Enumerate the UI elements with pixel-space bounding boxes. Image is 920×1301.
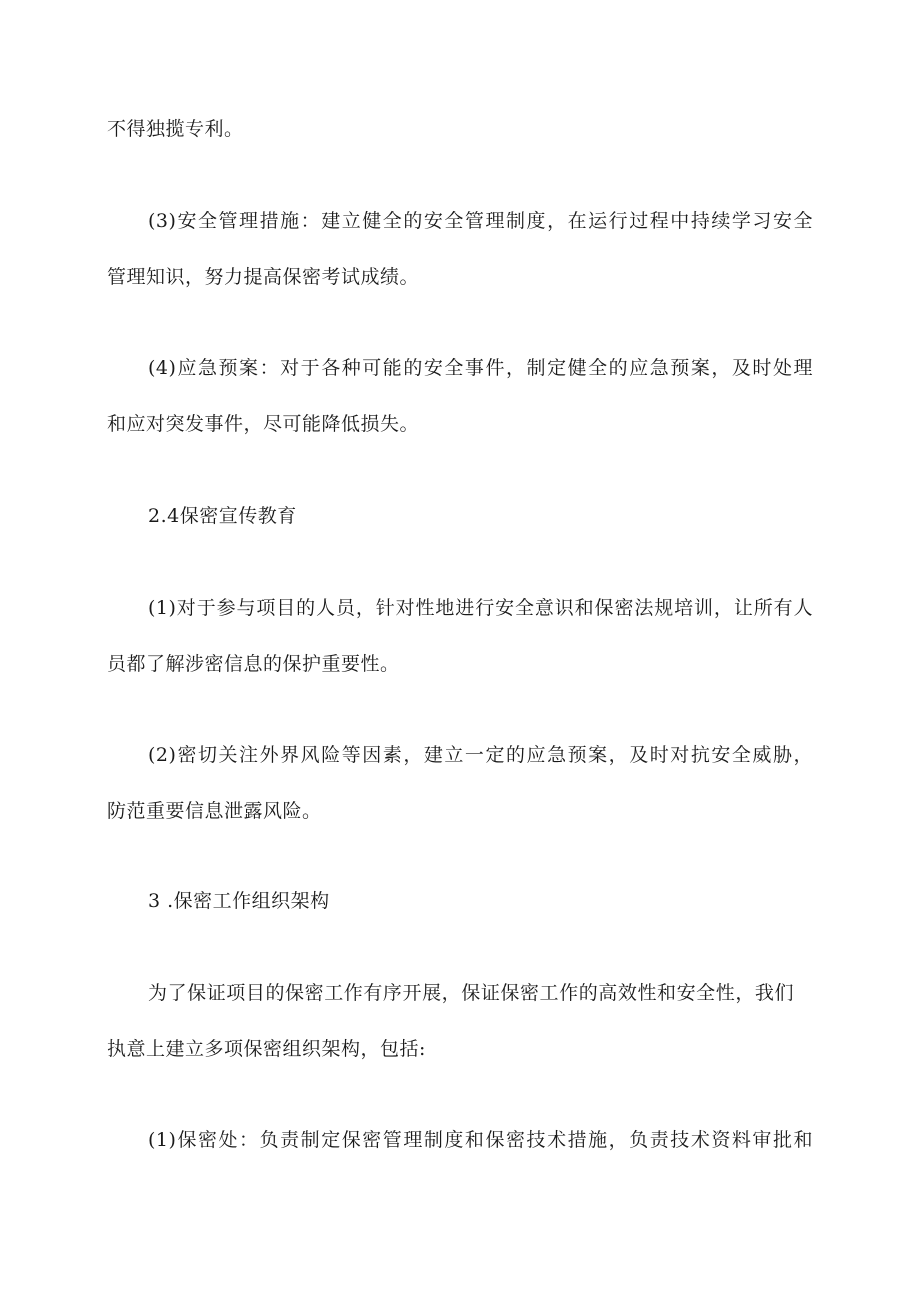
paragraph-line: 执意上建立多项保密组织架构，包括: (107, 1038, 426, 1060)
paragraph-line: (2)密切关注外界风险等因素，建立一定的应急预案，及时对抗安全威胁， (148, 744, 813, 766)
paragraph-line: 不得独揽专利。 (107, 118, 244, 140)
paragraph-line: 管理知识，努力提高保密考试成绩。 (107, 266, 420, 288)
paragraph-line: (1)对于参与项目的人员，针对性地进行安全意识和保密法规培训，让所有人 (148, 597, 813, 619)
paragraph-line: (1)保密处：负责制定保密管理制度和保密技术措施，负责技术资料审批和 (148, 1129, 813, 1151)
section-heading: 2.4保密宣传教育 (148, 505, 297, 527)
paragraph-line: (3)安全管理措施：建立健全的安全管理制度，在运行过程中持续学习安全 (148, 210, 813, 232)
paragraph-line: 和应对突发事件，尽可能降低损失。 (107, 413, 420, 435)
paragraph-line: 员都了解涉密信息的保护重要性。 (107, 653, 400, 675)
paragraph-line: 为了保证项目的保密工作有序开展，保证保密工作的高效性和安全性，我们 (148, 982, 794, 1004)
paragraph-line: (4)应急预案：对于各种可能的安全事件，制定健全的应急预案，及时处理 (148, 357, 813, 379)
paragraph-line: 防范重要信息泄露风险。 (107, 800, 322, 822)
section-heading: 3 .保密工作组织架构 (148, 890, 330, 912)
